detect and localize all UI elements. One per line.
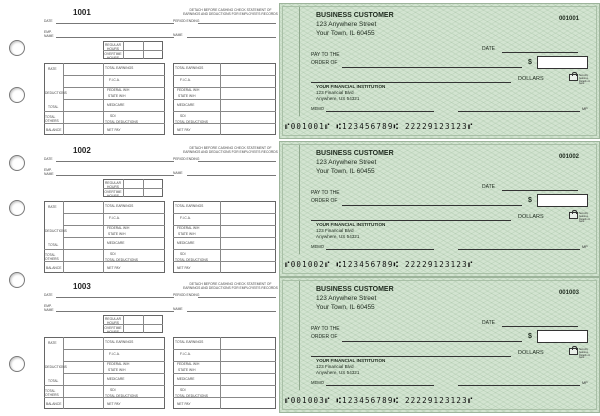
total-earnings-label: TOTAL EARNINGS bbox=[105, 340, 134, 344]
date-label: DATE bbox=[482, 46, 495, 52]
net-pay-label-2: NET PAY bbox=[177, 402, 191, 406]
fica-label-2: F.I.C.A. bbox=[180, 216, 191, 220]
dollars-label: DOLLARS bbox=[518, 350, 544, 356]
total-earnings-label-2: TOTAL EARNINGS bbox=[175, 340, 204, 344]
total-others-label: TOTAL OTHERS bbox=[45, 115, 59, 123]
net-pay-label: NET PAY bbox=[107, 266, 121, 270]
date-line bbox=[502, 190, 578, 191]
bank-address-line2: Anywhere, US 54321 bbox=[316, 96, 360, 101]
sdi-label: SDI bbox=[110, 114, 116, 118]
security-note: Security features. Details on back. bbox=[579, 212, 591, 224]
binder-hole-icon bbox=[9, 356, 25, 372]
binder-hole-icon bbox=[9, 87, 25, 103]
fica-label-2: F.I.C.A. bbox=[180, 352, 191, 356]
sdi-label-2: SDI bbox=[180, 252, 186, 256]
state-wh-label: STATE W/H bbox=[108, 94, 126, 98]
earnings-stub bbox=[40, 278, 278, 416]
padlock-icon bbox=[569, 212, 578, 219]
order-of-label: ORDER OF bbox=[311, 60, 338, 66]
earnings-stub bbox=[40, 142, 278, 280]
sdi-label-2: SDI bbox=[180, 388, 186, 392]
mp-label: MP bbox=[582, 381, 588, 385]
date-label: DATE bbox=[482, 320, 495, 326]
micr-line: ⑈001001⑈ ⑆123456789⑆ 22229123123⑈ bbox=[285, 122, 474, 131]
micr-line: ⑈001003⑈ ⑆123456789⑆ 22229123123⑈ bbox=[285, 396, 474, 405]
stub-header: DETACH BEFORE CASHING CHECK STATEMENT OF EARNINGS AND DEDUCTIONS FOR EMPLOYEE'S RECORDS bbox=[183, 8, 278, 16]
padlock-icon bbox=[569, 348, 578, 355]
period-ending-label: PERIOD ENDING bbox=[173, 293, 200, 297]
check-number: 001003 bbox=[558, 290, 579, 296]
payee-line bbox=[342, 205, 522, 206]
name-label: NAME bbox=[173, 307, 183, 311]
check bbox=[279, 141, 600, 277]
name-label: NAME bbox=[173, 171, 183, 175]
mp-label: MP bbox=[582, 107, 588, 111]
state-wh-label: STATE W/H bbox=[108, 232, 126, 236]
balance-label: BALANCE bbox=[46, 128, 62, 132]
medicare-label-2: MEDICARE bbox=[177, 241, 195, 245]
stub-header: DETACH BEFORE CASHING CHECK STATEMENT OF EARNINGS AND DEDUCTIONS FOR EMPLOYEE'S RECORDS bbox=[183, 146, 278, 154]
date-line bbox=[502, 52, 578, 53]
micr-line: ⑈001002⑈ ⑆123456789⑆ 22229123123⑈ bbox=[285, 260, 474, 269]
medicare-label: MEDICARE bbox=[107, 377, 125, 381]
binder-hole-icon bbox=[9, 272, 25, 288]
bank-address-line1: 123 Financial Blvd bbox=[316, 364, 354, 369]
security-note: Security features. Details on back. bbox=[579, 348, 591, 360]
stub-header: DETACH BEFORE CASHING CHECK STATEMENT OF EARNINGS AND DEDUCTIONS FOR EMPLOYEE'S RECORDS bbox=[183, 282, 278, 290]
check-column bbox=[279, 0, 600, 416]
security-note: Security features. Details on back. bbox=[579, 74, 591, 86]
dollar-sign-icon: $ bbox=[528, 197, 532, 204]
sdi-label: SDI bbox=[110, 252, 116, 256]
bank-address-line2: Anywhere, US 54321 bbox=[316, 234, 360, 239]
total-earnings-label: TOTAL EARNINGS bbox=[105, 204, 134, 208]
overtime-hours-label: OVERTIME HOURS bbox=[104, 326, 122, 334]
memo-line bbox=[326, 249, 434, 250]
signature-line bbox=[458, 249, 580, 250]
state-wh-label-2: STATE W/H bbox=[178, 94, 196, 98]
state-wh-label-2: STATE W/H bbox=[178, 232, 196, 236]
company-address-line2: Your Town, IL 60455 bbox=[316, 304, 375, 311]
dollar-sign-icon: $ bbox=[528, 59, 532, 66]
mp-label: MP bbox=[582, 245, 588, 249]
total-deductions-label-2: TOTAL DEDUCTIONS bbox=[175, 258, 208, 262]
company-address-line2: Your Town, IL 60455 bbox=[316, 168, 375, 175]
total-label: TOTAL bbox=[48, 243, 59, 247]
rate-label: RATE bbox=[48, 67, 57, 71]
federal-wh-label-2: FEDERAL W/H bbox=[177, 226, 200, 230]
check bbox=[279, 3, 600, 139]
federal-wh-label: FEDERAL W/H bbox=[107, 88, 130, 92]
period-ending-label: PERIOD ENDING bbox=[173, 157, 200, 161]
binder-hole-icon bbox=[9, 200, 25, 216]
fica-label: F.I.C.A. bbox=[109, 78, 120, 82]
federal-wh-label-2: FEDERAL W/H bbox=[177, 362, 200, 366]
regular-hours-label: REGULAR HOURS bbox=[105, 181, 121, 189]
net-pay-label-2: NET PAY bbox=[177, 128, 191, 132]
net-pay-label: NET PAY bbox=[107, 402, 121, 406]
pay-to-label: PAY TO THE bbox=[311, 190, 340, 196]
memo-label: MEMO bbox=[311, 380, 325, 385]
pay-to-label: PAY TO THE bbox=[311, 52, 340, 58]
total-label: TOTAL bbox=[48, 105, 59, 109]
balance-label: BALANCE bbox=[46, 402, 62, 406]
bank-name: YOUR FINANCIAL INSTITUTION bbox=[316, 358, 386, 363]
bank-address-line1: 123 Financial Blvd bbox=[316, 90, 354, 95]
date-line bbox=[502, 326, 578, 327]
check-number: 001001 bbox=[558, 16, 579, 22]
pay-to-label: PAY TO THE bbox=[311, 326, 340, 332]
rate-label: RATE bbox=[48, 205, 57, 209]
rate-label: RATE bbox=[48, 341, 57, 345]
federal-wh-label: FEDERAL W/H bbox=[107, 362, 130, 366]
total-earnings-label-2: TOTAL EARNINGS bbox=[175, 204, 204, 208]
memo-line bbox=[326, 385, 434, 386]
medicare-label-2: MEDICARE bbox=[177, 103, 195, 107]
deductions-label: DEDUCTIONS bbox=[45, 365, 67, 369]
total-deductions-label: TOTAL DEDUCTIONS bbox=[105, 120, 138, 124]
medicare-label: MEDICARE bbox=[107, 103, 125, 107]
federal-wh-label-2: FEDERAL W/H bbox=[177, 88, 200, 92]
payee-line bbox=[342, 67, 522, 68]
stub-number: 1001 bbox=[73, 8, 91, 17]
medicare-label: MEDICARE bbox=[107, 241, 125, 245]
medicare-label-2: MEDICARE bbox=[177, 377, 195, 381]
company-address-line1: 123 Anywhere Street bbox=[316, 295, 377, 302]
regular-hours-label: REGULAR HOURS bbox=[105, 43, 121, 51]
check bbox=[279, 277, 600, 413]
total-label: TOTAL bbox=[48, 379, 59, 383]
dollar-sign-icon: $ bbox=[528, 333, 532, 340]
regular-hours-label: REGULAR HOURS bbox=[105, 317, 121, 325]
total-deductions-label-2: TOTAL DEDUCTIONS bbox=[175, 394, 208, 398]
balance-label: BALANCE bbox=[46, 266, 62, 270]
dollars-label: DOLLARS bbox=[518, 214, 544, 220]
total-deductions-label: TOTAL DEDUCTIONS bbox=[105, 258, 138, 262]
deductions-label: DEDUCTIONS bbox=[45, 91, 67, 95]
net-pay-label: NET PAY bbox=[107, 128, 121, 132]
state-wh-label-2: STATE W/H bbox=[178, 368, 196, 372]
emp-name-label: EMP. NAME bbox=[44, 304, 54, 312]
stub-number: 1002 bbox=[73, 146, 91, 155]
period-ending-label: PERIOD ENDING bbox=[173, 19, 200, 23]
stub-number: 1003 bbox=[73, 282, 91, 291]
company-address-line1: 123 Anywhere Street bbox=[316, 159, 377, 166]
sdi-label: SDI bbox=[110, 388, 116, 392]
company-address-line2: Your Town, IL 60455 bbox=[316, 30, 375, 37]
payee-line bbox=[342, 341, 522, 342]
memo-label: MEMO bbox=[311, 106, 325, 111]
total-deductions-label-2: TOTAL DEDUCTIONS bbox=[175, 120, 208, 124]
amount-words-line bbox=[311, 356, 511, 357]
company-address-line1: 123 Anywhere Street bbox=[316, 21, 377, 28]
fica-label-2: F.I.C.A. bbox=[180, 78, 191, 82]
order-of-label: ORDER OF bbox=[311, 334, 338, 340]
total-deductions-label: TOTAL DEDUCTIONS bbox=[105, 394, 138, 398]
fica-label: F.I.C.A. bbox=[109, 352, 120, 356]
bank-name: YOUR FINANCIAL INSTITUTION bbox=[316, 222, 386, 227]
date-label: DATE bbox=[44, 293, 53, 297]
deductions-label: DEDUCTIONS bbox=[45, 229, 67, 233]
company-name: BUSINESS CUSTOMER bbox=[316, 12, 394, 19]
amount-words-line bbox=[311, 220, 511, 221]
total-earnings-label: TOTAL EARNINGS bbox=[105, 66, 134, 70]
signature-line bbox=[458, 111, 580, 112]
binder-hole-icon bbox=[9, 155, 25, 171]
memo-label: MEMO bbox=[311, 244, 325, 249]
total-earnings-label-2: TOTAL EARNINGS bbox=[175, 66, 204, 70]
dollars-label: DOLLARS bbox=[518, 76, 544, 82]
fica-label: F.I.C.A. bbox=[109, 216, 120, 220]
bank-name: YOUR FINANCIAL INSTITUTION bbox=[316, 84, 386, 89]
emp-name-label: EMP. NAME bbox=[44, 168, 54, 176]
company-name: BUSINESS CUSTOMER bbox=[316, 150, 394, 157]
binder-hole-icon bbox=[9, 40, 25, 56]
padlock-icon bbox=[569, 74, 578, 81]
memo-line bbox=[326, 111, 434, 112]
stub-column bbox=[40, 0, 278, 416]
signature-line bbox=[458, 385, 580, 386]
overtime-hours-label: OVERTIME HOURS bbox=[104, 52, 122, 60]
date-label: DATE bbox=[482, 184, 495, 190]
amount-box bbox=[537, 194, 588, 207]
earnings-stub bbox=[40, 4, 278, 142]
sdi-label-2: SDI bbox=[180, 114, 186, 118]
amount-words-line bbox=[311, 82, 511, 83]
date-label: DATE bbox=[44, 19, 53, 23]
amount-box bbox=[537, 56, 588, 69]
amount-box bbox=[537, 330, 588, 343]
total-others-label: TOTAL OTHERS bbox=[45, 253, 59, 261]
check-number: 001002 bbox=[558, 154, 579, 160]
bank-address-line2: Anywhere, US 54321 bbox=[316, 370, 360, 375]
bank-address-line1: 123 Financial Blvd bbox=[316, 228, 354, 233]
binder-holes bbox=[0, 0, 30, 416]
order-of-label: ORDER OF bbox=[311, 198, 338, 204]
emp-name-label: EMP. NAME bbox=[44, 30, 54, 38]
date-label: DATE bbox=[44, 157, 53, 161]
state-wh-label: STATE W/H bbox=[108, 368, 126, 372]
total-others-label: TOTAL OTHERS bbox=[45, 389, 59, 397]
company-name: BUSINESS CUSTOMER bbox=[316, 286, 394, 293]
federal-wh-label: FEDERAL W/H bbox=[107, 226, 130, 230]
net-pay-label-2: NET PAY bbox=[177, 266, 191, 270]
name-label: NAME bbox=[173, 33, 183, 37]
overtime-hours-label: OVERTIME HOURS bbox=[104, 190, 122, 198]
